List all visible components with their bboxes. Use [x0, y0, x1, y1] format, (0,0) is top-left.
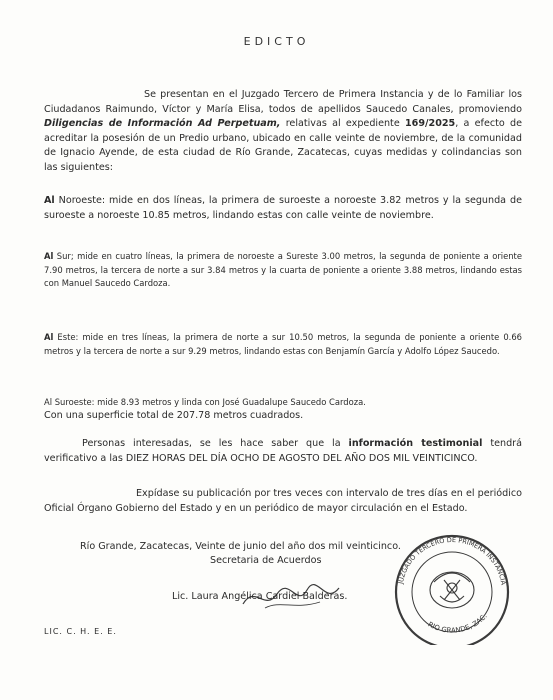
eagle-emblem-icon — [430, 572, 474, 608]
boundary-noroeste-text: Noroeste: mide en dos líneas, la primera de suroeste a noroeste 3.82 metros y la segunda de suroeste a noroeste 10.85 metros, lindando estas con calle veinte de noviembre. — [44, 195, 522, 221]
boundary-sur-text: Sur; mide en cuatro líneas, la primera de noroeste a Sureste 3.00 metros, la segunda de poniente a oriente 7.90 metros, la tercera de norte a sur 3.84 metros y la cuarta de poniente a oriente 3.88 metros, lindando estas con Manuel Saucedo Cardoza. — [44, 251, 522, 288]
signer-role: Secretaria de Acuerdos — [210, 555, 322, 566]
boundary-este-text: Este: mide en tres líneas, la primera de norte a sur 10.50 metros, la segunda de poniente a oriente 0.66 metros y la tercera de norte a sur 9.29 metros, lindando estas con Benjamín García y Adolfo López Saucedo. — [44, 332, 522, 356]
place-date: Río Grande, Zacatecas, Veinte de junio del año dos mil veinticinco. — [80, 541, 401, 552]
publication-paragraph — [44, 487, 522, 516]
boundary-sur — [44, 250, 522, 291]
boundary-noroeste-head: Al — [44, 195, 55, 206]
boundary-este-head: Al — [44, 332, 54, 342]
seal-top-text: JUZGADO TERCERO DE PRIMERA INSTANCIA — [396, 535, 508, 586]
testimonial-text-c: tendrá verificativo a las DIEZ HORAS DEL DÍA OCHO DE AGOSTO DEL AÑO DOS MIL VEINTICINCO. — [44, 438, 522, 464]
intro-text-a: Se presentan en el Juzgado Tercero de Primera Instancia y de lo Familiar los Ciudadanos Raimundo, Víctor y María Elisa, todos de apellidos Saucedo Canales, promoviendo — [44, 89, 522, 115]
testimonial-text-a: Personas interesadas, se les hace saber que la — [82, 438, 349, 449]
case-number: 169/2025 — [404, 118, 456, 129]
intro-text-c: relativas al expediente — [280, 118, 405, 129]
initials: LIC. C. H. E. E. — [44, 627, 117, 636]
testimonial-highlight: información testimonial — [348, 438, 483, 449]
intro-paragraph — [44, 88, 522, 175]
testimonial-paragraph — [44, 437, 522, 466]
signer-name: Lic. Laura Angélica Cardiel Balderas. — [172, 591, 348, 602]
publication-text: Expídase su publicación por tres veces con intervalo de tres días en el periódico Oficial Órgano Gobierno del Estado y en un periódico de mayor circulación en el Estado. — [44, 488, 522, 514]
boundary-este — [44, 331, 522, 358]
intro-text-e: , a efecto de acreditar la posesión de un Predio urbano, ubicado en calle veinte de noviembre, de la comunidad de Ignacio Ayende, de esta ciudad de Río Grande, Zacatecas, cuyas medidas y colindancias son las siguientes: — [44, 118, 522, 173]
svg-text:RIO GRANDE, ZAC. — [427, 612, 489, 634]
svg-text:JUZGADO TERCERO DE PRIMERA INS — [397, 536, 508, 586]
boundary-sur-head: Al — [44, 251, 54, 261]
boundary-noroeste — [44, 194, 522, 223]
court-seal-stamp — [382, 530, 522, 645]
seal-bottom-text: RIO GRANDE, ZAC. — [426, 612, 489, 635]
document-title: EDICTO — [243, 35, 310, 48]
intro-text-diligencias: Diligencias de Información Ad Perpetuam, — [44, 118, 281, 129]
total-surface: Con una superficie total de 207.78 metros cuadrados. — [44, 410, 304, 421]
boundary-suroeste: Al Suroeste: mide 8.93 metros y linda con José Guadalupe Saucedo Cardoza. — [44, 397, 366, 407]
